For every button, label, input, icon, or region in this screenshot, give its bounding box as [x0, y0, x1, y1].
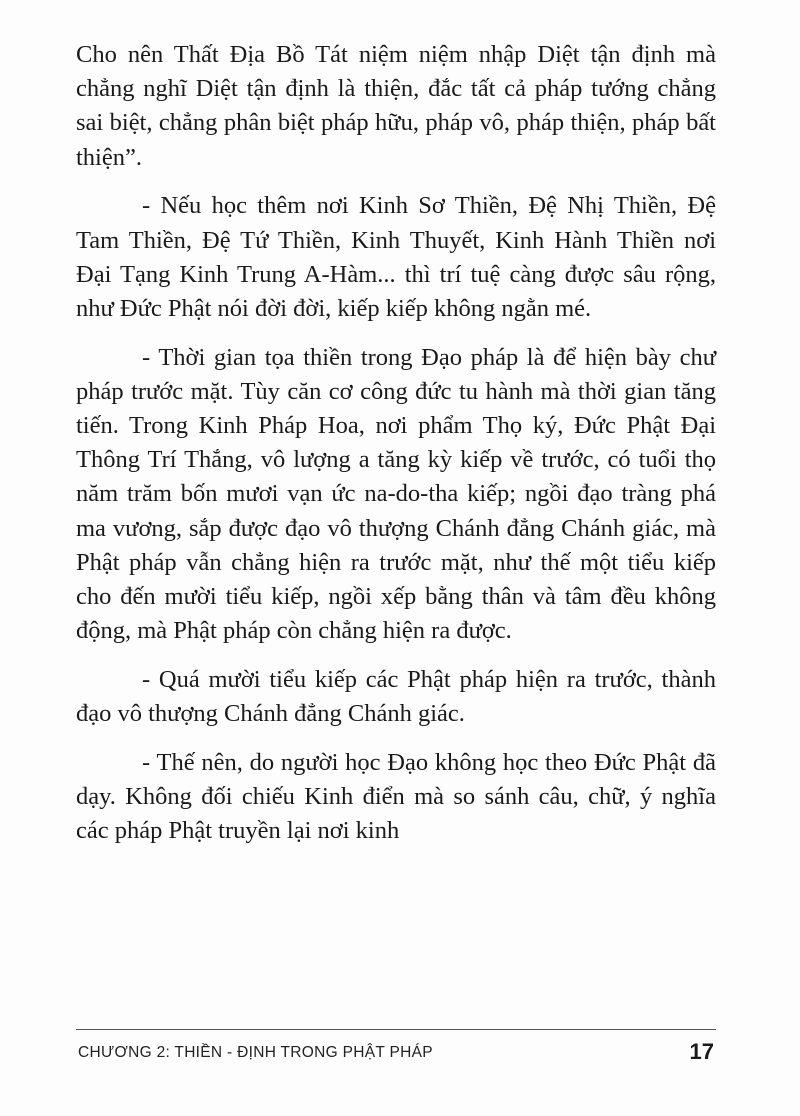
chapter-running-footer: CHƯƠNG 2: THIỀN - ĐỊNH TRONG PHẬT PHÁP	[78, 1044, 433, 1061]
paragraph-2: - Nếu học thêm nơi Kinh Sơ Thiền, Đệ Nhị Thiền, Đệ Tam Thiền, Đệ Tứ Thiền, Kinh Thuyết, Kinh Hành Thiền nơi Đại Tạng Kinh Trung A-Hàm... thì trí tuệ càng được sâu rộng, như Đức Phật nói đời đời, kiếp kiếp không ngằn mé.	[76, 192, 716, 322]
body-text	[76, 38, 716, 848]
paragraph-1: Cho nên Thất Địa Bồ Tát niệm niệm nhập Diệt tận định mà chẳng nghĩ Diệt tận định là thiện, đắc tất cả pháp tướng chẳng sai biệt, chẳng phân biệt pháp hữu, pháp vô, pháp thiện, pháp bất thiện”.	[76, 41, 716, 171]
paragraph-3: - Thời gian tọa thiền trong Đạo pháp là để hiện bày chư pháp trước mặt. Tùy căn cơ công đức tu hành mà thời gian tăng tiến. Trong Kinh Pháp Hoa, nơi phẩm Thọ ký, Đức Phật Đại Thông Trí Thắng, vô lượng a tăng kỳ kiếp về trước, có tuổi thọ năm trăm bốn mươi vạn ức na-do-tha kiếp; ngồi đạo tràng phá ma vương, sắp được đạo vô thượng Chánh đẳng Chánh giác, mà Phật pháp vẫn chẳng hiện ra trước mặt, như thế một tiểu kiếp cho đến mười tiểu kiếp, ngồi xếp bằng thân và tâm đều không động, mà Phật pháp còn chẳng hiện ra được.	[76, 343, 716, 645]
paragraph-5: - Thế nên, do người học Đạo không học theo Đức Phật đã dạy. Không đối chiếu Kinh điển mà so sánh câu, chữ, ý nghĩa các pháp Phật truyền lại nơi kinh	[76, 748, 716, 845]
paragraph-4: - Quá mười tiểu kiếp các Phật pháp hiện ra trước, thành đạo vô thượng Chánh đẳng Chánh giác.	[76, 665, 716, 728]
footer-divider	[76, 1029, 716, 1030]
page-number: 17	[689, 1039, 714, 1064]
